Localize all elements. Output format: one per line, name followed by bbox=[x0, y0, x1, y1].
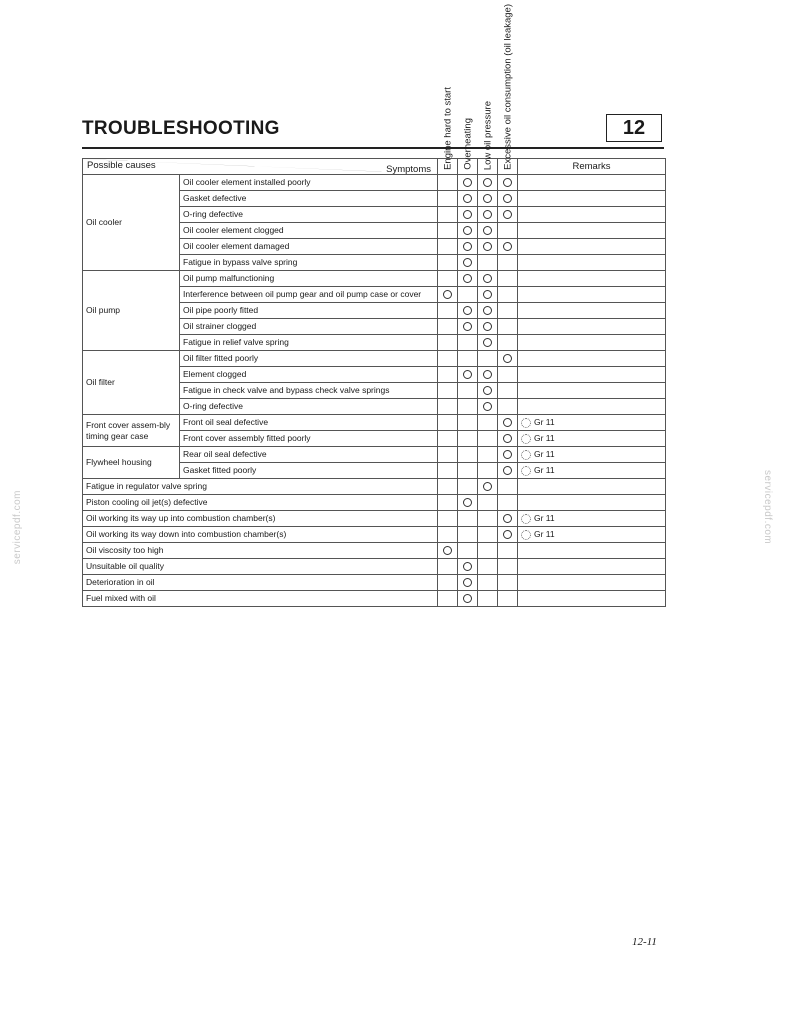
table-row bbox=[83, 351, 666, 367]
mark-cell bbox=[438, 399, 458, 415]
mark-cell bbox=[458, 543, 478, 559]
circle-mark-icon bbox=[463, 370, 472, 379]
mark-cell bbox=[438, 191, 458, 207]
mark-cell bbox=[478, 303, 498, 319]
mark-cell bbox=[458, 383, 478, 399]
cause-cell: Deterioration in oil bbox=[83, 575, 438, 591]
remark-cell bbox=[518, 351, 666, 367]
mark-cell bbox=[498, 399, 518, 415]
mark-cell bbox=[438, 479, 458, 495]
circle-mark-icon bbox=[503, 466, 512, 475]
circle-mark-icon bbox=[503, 450, 512, 459]
cause-cell: Oil working its way up into combustion chamber(s) bbox=[83, 511, 438, 527]
cause-cell: Oil strainer clogged bbox=[180, 319, 438, 335]
mark-cell bbox=[498, 367, 518, 383]
mark-cell bbox=[498, 303, 518, 319]
mark-cell bbox=[438, 303, 458, 319]
circle-mark-icon bbox=[503, 418, 512, 427]
mark-cell bbox=[478, 431, 498, 447]
circle-mark-icon bbox=[503, 434, 512, 443]
circle-mark-icon bbox=[463, 498, 472, 507]
mark-cell bbox=[438, 463, 458, 479]
cause-cell: O-ring defective bbox=[180, 399, 438, 415]
mark-cell bbox=[478, 479, 498, 495]
circle-mark-icon bbox=[483, 482, 492, 491]
circle-mark-icon bbox=[483, 306, 492, 315]
remark-cell bbox=[518, 591, 666, 607]
remark-cell bbox=[518, 415, 666, 431]
mark-cell bbox=[458, 479, 478, 495]
mark-cell bbox=[478, 543, 498, 559]
circle-mark-icon bbox=[463, 306, 472, 315]
cause-cell: Front oil seal defective bbox=[180, 415, 438, 431]
possible-causes-label: Possible causes bbox=[87, 160, 156, 171]
remark-cell bbox=[518, 223, 666, 239]
mark-cell bbox=[498, 495, 518, 511]
col-header-overheating bbox=[458, 118, 478, 175]
circle-mark-icon bbox=[463, 322, 472, 331]
mark-cell bbox=[458, 495, 478, 511]
cause-group-cell: Flywheel housing bbox=[83, 447, 180, 479]
mark-cell bbox=[498, 591, 518, 607]
table-row bbox=[83, 575, 666, 591]
mark-cell bbox=[438, 351, 458, 367]
circle-mark-icon bbox=[463, 194, 472, 203]
cause-cell: Front cover assembly fitted poorly bbox=[180, 431, 438, 447]
remark-cell bbox=[518, 543, 666, 559]
remark-cell bbox=[518, 319, 666, 335]
circle-mark-icon bbox=[503, 194, 512, 203]
mark-cell bbox=[478, 575, 498, 591]
mark-cell bbox=[498, 383, 518, 399]
mark-cell bbox=[478, 351, 498, 367]
page-title: TROUBLESHOOTING bbox=[82, 118, 280, 139]
mark-cell bbox=[438, 431, 458, 447]
mark-cell bbox=[458, 591, 478, 607]
table-row bbox=[83, 511, 666, 527]
mark-cell bbox=[438, 319, 458, 335]
mark-cell bbox=[438, 175, 458, 191]
table-row bbox=[83, 479, 666, 495]
table-row bbox=[83, 527, 666, 543]
reference-icon bbox=[521, 466, 531, 476]
mark-cell bbox=[458, 575, 478, 591]
page-footer: 12-11 bbox=[632, 936, 657, 948]
mark-cell bbox=[438, 335, 458, 351]
mark-cell bbox=[458, 527, 478, 543]
mark-cell bbox=[458, 431, 478, 447]
remark-text: Gr 11 bbox=[534, 449, 555, 459]
col-header-label: Excessive oil consumption (oil leakage) bbox=[502, 4, 513, 170]
remark-cell bbox=[518, 207, 666, 223]
mark-cell bbox=[438, 511, 458, 527]
circle-mark-icon bbox=[443, 546, 452, 555]
table-row bbox=[83, 447, 666, 463]
remark-cell bbox=[518, 575, 666, 591]
mark-cell bbox=[498, 287, 518, 303]
mark-cell bbox=[478, 463, 498, 479]
circle-mark-icon bbox=[483, 226, 492, 235]
cause-cell: Oil pipe poorly fitted bbox=[180, 303, 438, 319]
mark-cell bbox=[498, 351, 518, 367]
cause-cell: Oil working its way down into combustion chamber(s) bbox=[83, 527, 438, 543]
remark-cell bbox=[518, 335, 666, 351]
remark-text: Gr 11 bbox=[534, 529, 555, 539]
mark-cell bbox=[438, 367, 458, 383]
mark-cell bbox=[498, 511, 518, 527]
table-row bbox=[83, 543, 666, 559]
mark-cell bbox=[498, 239, 518, 255]
remark-text: Gr 11 bbox=[534, 513, 555, 523]
cause-group-cell: Front cover assem-bly timing gear case bbox=[83, 415, 180, 447]
mark-cell bbox=[458, 239, 478, 255]
col-header-label: Overheating bbox=[462, 118, 473, 170]
mark-cell bbox=[478, 559, 498, 575]
cause-cell: Fuel mixed with oil bbox=[83, 591, 438, 607]
circle-mark-icon bbox=[503, 514, 512, 523]
remark-cell bbox=[518, 367, 666, 383]
mark-cell bbox=[458, 511, 478, 527]
mark-cell bbox=[458, 319, 478, 335]
mark-cell bbox=[438, 271, 458, 287]
mark-cell bbox=[478, 239, 498, 255]
mark-cell bbox=[458, 223, 478, 239]
mark-cell bbox=[458, 367, 478, 383]
mark-cell bbox=[458, 463, 478, 479]
col-header-hard-start bbox=[438, 87, 458, 175]
mark-cell bbox=[458, 191, 478, 207]
circle-mark-icon bbox=[503, 242, 512, 251]
mark-cell bbox=[478, 335, 498, 351]
cause-group-cell: Oil cooler bbox=[83, 175, 180, 271]
reference-icon bbox=[521, 514, 531, 524]
mark-cell bbox=[478, 399, 498, 415]
mark-cell bbox=[498, 207, 518, 223]
circle-mark-icon bbox=[483, 322, 492, 331]
cause-cell: Oil viscosity too high bbox=[83, 543, 438, 559]
circle-mark-icon bbox=[463, 226, 472, 235]
table-row bbox=[83, 271, 666, 287]
mark-cell bbox=[458, 415, 478, 431]
table-row bbox=[83, 175, 666, 191]
circle-mark-icon bbox=[463, 274, 472, 283]
cause-group-cell: Oil pump bbox=[83, 271, 180, 351]
circle-mark-icon bbox=[503, 178, 512, 187]
remark-cell bbox=[518, 495, 666, 511]
mark-cell bbox=[498, 559, 518, 575]
cause-cell: Oil cooler element damaged bbox=[180, 239, 438, 255]
mark-cell bbox=[478, 511, 498, 527]
cause-cell: Oil cooler element installed poorly bbox=[180, 175, 438, 191]
mark-cell bbox=[458, 335, 478, 351]
remark-cell bbox=[518, 271, 666, 287]
circle-mark-icon bbox=[443, 290, 452, 299]
mark-cell bbox=[478, 191, 498, 207]
mark-cell bbox=[438, 527, 458, 543]
table-header-row bbox=[83, 159, 666, 175]
mark-cell bbox=[478, 383, 498, 399]
cause-cell: Fatigue in bypass valve spring bbox=[180, 255, 438, 271]
mark-cell bbox=[438, 495, 458, 511]
cause-cell: Unsuitable oil quality bbox=[83, 559, 438, 575]
remark-cell bbox=[518, 383, 666, 399]
col-header-label: Low oil pressure bbox=[482, 100, 493, 170]
remark-cell bbox=[518, 239, 666, 255]
reference-icon bbox=[521, 418, 531, 428]
circle-mark-icon bbox=[483, 338, 492, 347]
mark-cell bbox=[478, 207, 498, 223]
mark-cell bbox=[478, 175, 498, 191]
mark-cell bbox=[498, 191, 518, 207]
remark-text: Gr 11 bbox=[534, 433, 555, 443]
mark-cell bbox=[498, 447, 518, 463]
mark-cell bbox=[498, 527, 518, 543]
mark-cell bbox=[458, 399, 478, 415]
cause-cell: Gasket defective bbox=[180, 191, 438, 207]
cause-group-cell: Oil filter bbox=[83, 351, 180, 415]
mark-cell bbox=[498, 575, 518, 591]
diagonal-header-cell bbox=[83, 159, 438, 175]
circle-mark-icon bbox=[463, 578, 472, 587]
cause-cell: Element clogged bbox=[180, 367, 438, 383]
remark-cell bbox=[518, 399, 666, 415]
mark-cell bbox=[438, 415, 458, 431]
circle-mark-icon bbox=[483, 370, 492, 379]
circle-mark-icon bbox=[463, 178, 472, 187]
mark-cell bbox=[438, 575, 458, 591]
mark-cell bbox=[498, 255, 518, 271]
mark-cell bbox=[458, 207, 478, 223]
remark-cell bbox=[518, 463, 666, 479]
mark-cell bbox=[498, 479, 518, 495]
mark-cell bbox=[438, 447, 458, 463]
mark-cell bbox=[458, 447, 478, 463]
mark-cell bbox=[438, 543, 458, 559]
mark-cell bbox=[478, 223, 498, 239]
mark-cell bbox=[458, 255, 478, 271]
remark-text: Gr 11 bbox=[534, 465, 555, 475]
remark-cell bbox=[518, 447, 666, 463]
circle-mark-icon bbox=[483, 290, 492, 299]
col-header-oil-consumption bbox=[498, 4, 518, 175]
circle-mark-icon bbox=[463, 562, 472, 571]
mark-cell bbox=[498, 543, 518, 559]
mark-cell bbox=[478, 495, 498, 511]
mark-cell bbox=[458, 175, 478, 191]
circle-mark-icon bbox=[483, 402, 492, 411]
col-header-low-oil-pressure bbox=[478, 100, 498, 175]
cause-cell: Oil pump malfunctioning bbox=[180, 271, 438, 287]
remark-text: Gr 11 bbox=[534, 417, 555, 427]
table-row bbox=[83, 591, 666, 607]
reference-icon bbox=[521, 450, 531, 460]
cause-cell: Fatigue in relief valve spring bbox=[180, 335, 438, 351]
circle-mark-icon bbox=[503, 210, 512, 219]
table-row bbox=[83, 495, 666, 511]
table-body bbox=[83, 175, 666, 607]
circle-mark-icon bbox=[483, 274, 492, 283]
remark-cell bbox=[518, 527, 666, 543]
remark-cell bbox=[518, 175, 666, 191]
mark-cell bbox=[438, 255, 458, 271]
mark-cell bbox=[438, 383, 458, 399]
reference-icon bbox=[521, 434, 531, 444]
mark-cell bbox=[478, 527, 498, 543]
cause-cell: Rear oil seal defective bbox=[180, 447, 438, 463]
table-row bbox=[83, 559, 666, 575]
remark-cell bbox=[518, 303, 666, 319]
mark-cell bbox=[498, 431, 518, 447]
cause-cell: Oil filter fitted poorly bbox=[180, 351, 438, 367]
mark-cell bbox=[438, 207, 458, 223]
remark-cell bbox=[518, 287, 666, 303]
mark-cell bbox=[478, 287, 498, 303]
table-row bbox=[83, 415, 666, 431]
mark-cell bbox=[438, 559, 458, 575]
circle-mark-icon bbox=[483, 194, 492, 203]
remark-cell bbox=[518, 191, 666, 207]
circle-mark-icon bbox=[483, 386, 492, 395]
mark-cell bbox=[478, 415, 498, 431]
mark-cell bbox=[478, 255, 498, 271]
mark-cell bbox=[478, 367, 498, 383]
circle-mark-icon bbox=[463, 258, 472, 267]
reference-icon bbox=[521, 530, 531, 540]
remark-cell bbox=[518, 559, 666, 575]
circle-mark-icon bbox=[483, 242, 492, 251]
watermark-right: servicepdf.com bbox=[762, 470, 773, 545]
circle-mark-icon bbox=[483, 210, 492, 219]
mark-cell bbox=[458, 271, 478, 287]
mark-cell bbox=[438, 223, 458, 239]
page-number-box: 12 bbox=[606, 114, 662, 142]
mark-cell bbox=[498, 175, 518, 191]
mark-cell bbox=[478, 447, 498, 463]
mark-cell bbox=[498, 335, 518, 351]
mark-cell bbox=[458, 351, 478, 367]
cause-cell: O-ring defective bbox=[180, 207, 438, 223]
circle-mark-icon bbox=[463, 594, 472, 603]
circle-mark-icon bbox=[503, 530, 512, 539]
mark-cell bbox=[438, 591, 458, 607]
remark-cell bbox=[518, 479, 666, 495]
cause-cell: Fatigue in regulator valve spring bbox=[83, 479, 438, 495]
mark-cell bbox=[458, 303, 478, 319]
remarks-header: Remarks bbox=[518, 159, 666, 175]
cause-cell: Gasket fitted poorly bbox=[180, 463, 438, 479]
mark-cell bbox=[498, 415, 518, 431]
mark-cell bbox=[498, 319, 518, 335]
mark-cell bbox=[478, 271, 498, 287]
mark-cell bbox=[498, 223, 518, 239]
mark-cell bbox=[458, 559, 478, 575]
title-rule bbox=[82, 147, 664, 149]
circle-mark-icon bbox=[483, 178, 492, 187]
symptoms-label: Symptoms bbox=[386, 164, 431, 175]
cause-cell: Oil cooler element clogged bbox=[180, 223, 438, 239]
mark-cell bbox=[478, 319, 498, 335]
remark-cell bbox=[518, 511, 666, 527]
cause-cell: Piston cooling oil jet(s) defective bbox=[83, 495, 438, 511]
mark-cell bbox=[438, 239, 458, 255]
mark-cell bbox=[498, 463, 518, 479]
watermark-left: servicepdf.com bbox=[12, 490, 23, 565]
cause-cell: Fatigue in check valve and bypass check valve springs bbox=[180, 383, 438, 399]
mark-cell bbox=[478, 591, 498, 607]
circle-mark-icon bbox=[463, 242, 472, 251]
cause-cell: Interference between oil pump gear and oil pump case or cover bbox=[180, 287, 438, 303]
remark-cell bbox=[518, 431, 666, 447]
circle-mark-icon bbox=[503, 354, 512, 363]
circle-mark-icon bbox=[463, 210, 472, 219]
mark-cell bbox=[438, 287, 458, 303]
col-header-label: Engine hard to start bbox=[442, 87, 453, 170]
mark-cell bbox=[498, 271, 518, 287]
remark-cell bbox=[518, 255, 666, 271]
mark-cell bbox=[458, 287, 478, 303]
